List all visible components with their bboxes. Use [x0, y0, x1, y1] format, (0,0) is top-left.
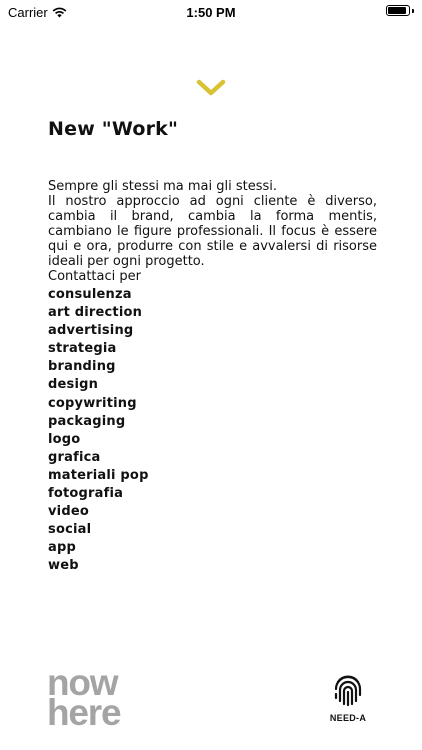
needa-logo[interactable]	[328, 673, 368, 723]
description	[48, 179, 377, 269]
list-item: packaging	[48, 413, 126, 429]
list-item: grafica	[48, 449, 101, 465]
needa-logo-name: NEED-A	[329, 713, 367, 723]
list-item: branding	[48, 359, 116, 375]
carrier-label: Carrier	[8, 5, 48, 20]
status-right	[386, 5, 414, 16]
list-item: app	[48, 540, 76, 556]
list-item: social	[48, 522, 92, 538]
contact-intro: Contattaci per	[48, 269, 141, 284]
chevron-down-icon[interactable]	[196, 78, 226, 98]
list-item: fotografia	[48, 486, 124, 502]
list-item: web	[48, 558, 79, 574]
services-list	[48, 286, 149, 576]
status-time: 1:50 PM	[186, 5, 236, 20]
list-item: copywriting	[48, 395, 137, 411]
list-item: video	[48, 504, 89, 520]
battery-cap	[412, 9, 414, 13]
battery-fill	[388, 7, 406, 14]
fingerprint-icon	[333, 673, 363, 707]
nowhere-logo[interactable]	[47, 662, 121, 733]
battery-icon	[386, 5, 410, 16]
list-item: logo	[48, 431, 81, 447]
list-item: design	[48, 377, 99, 393]
status-bar	[0, 0, 422, 24]
list-item: materiali pop	[48, 467, 149, 483]
list-item: advertising	[48, 323, 134, 339]
list-item: art direction	[48, 305, 143, 321]
list-item: strategia	[48, 341, 117, 357]
description-text: Sempre gli stessi ma mai gli stessi. Il nostro approccio ad ogni cliente è diverso, cambia il brand, cambia la forma mentis, cambiano le figure professionali. Il focus è essere qui e ora, produrre con stile e avvalersi di risorse ideali per ogni progetto.	[48, 179, 377, 269]
page-title: New "Work"	[48, 118, 179, 140]
nowhere-logo-line2: here	[47, 692, 121, 733]
list-item: consulenza	[48, 287, 132, 302]
nowhere-logo-line1: now	[47, 662, 118, 703]
